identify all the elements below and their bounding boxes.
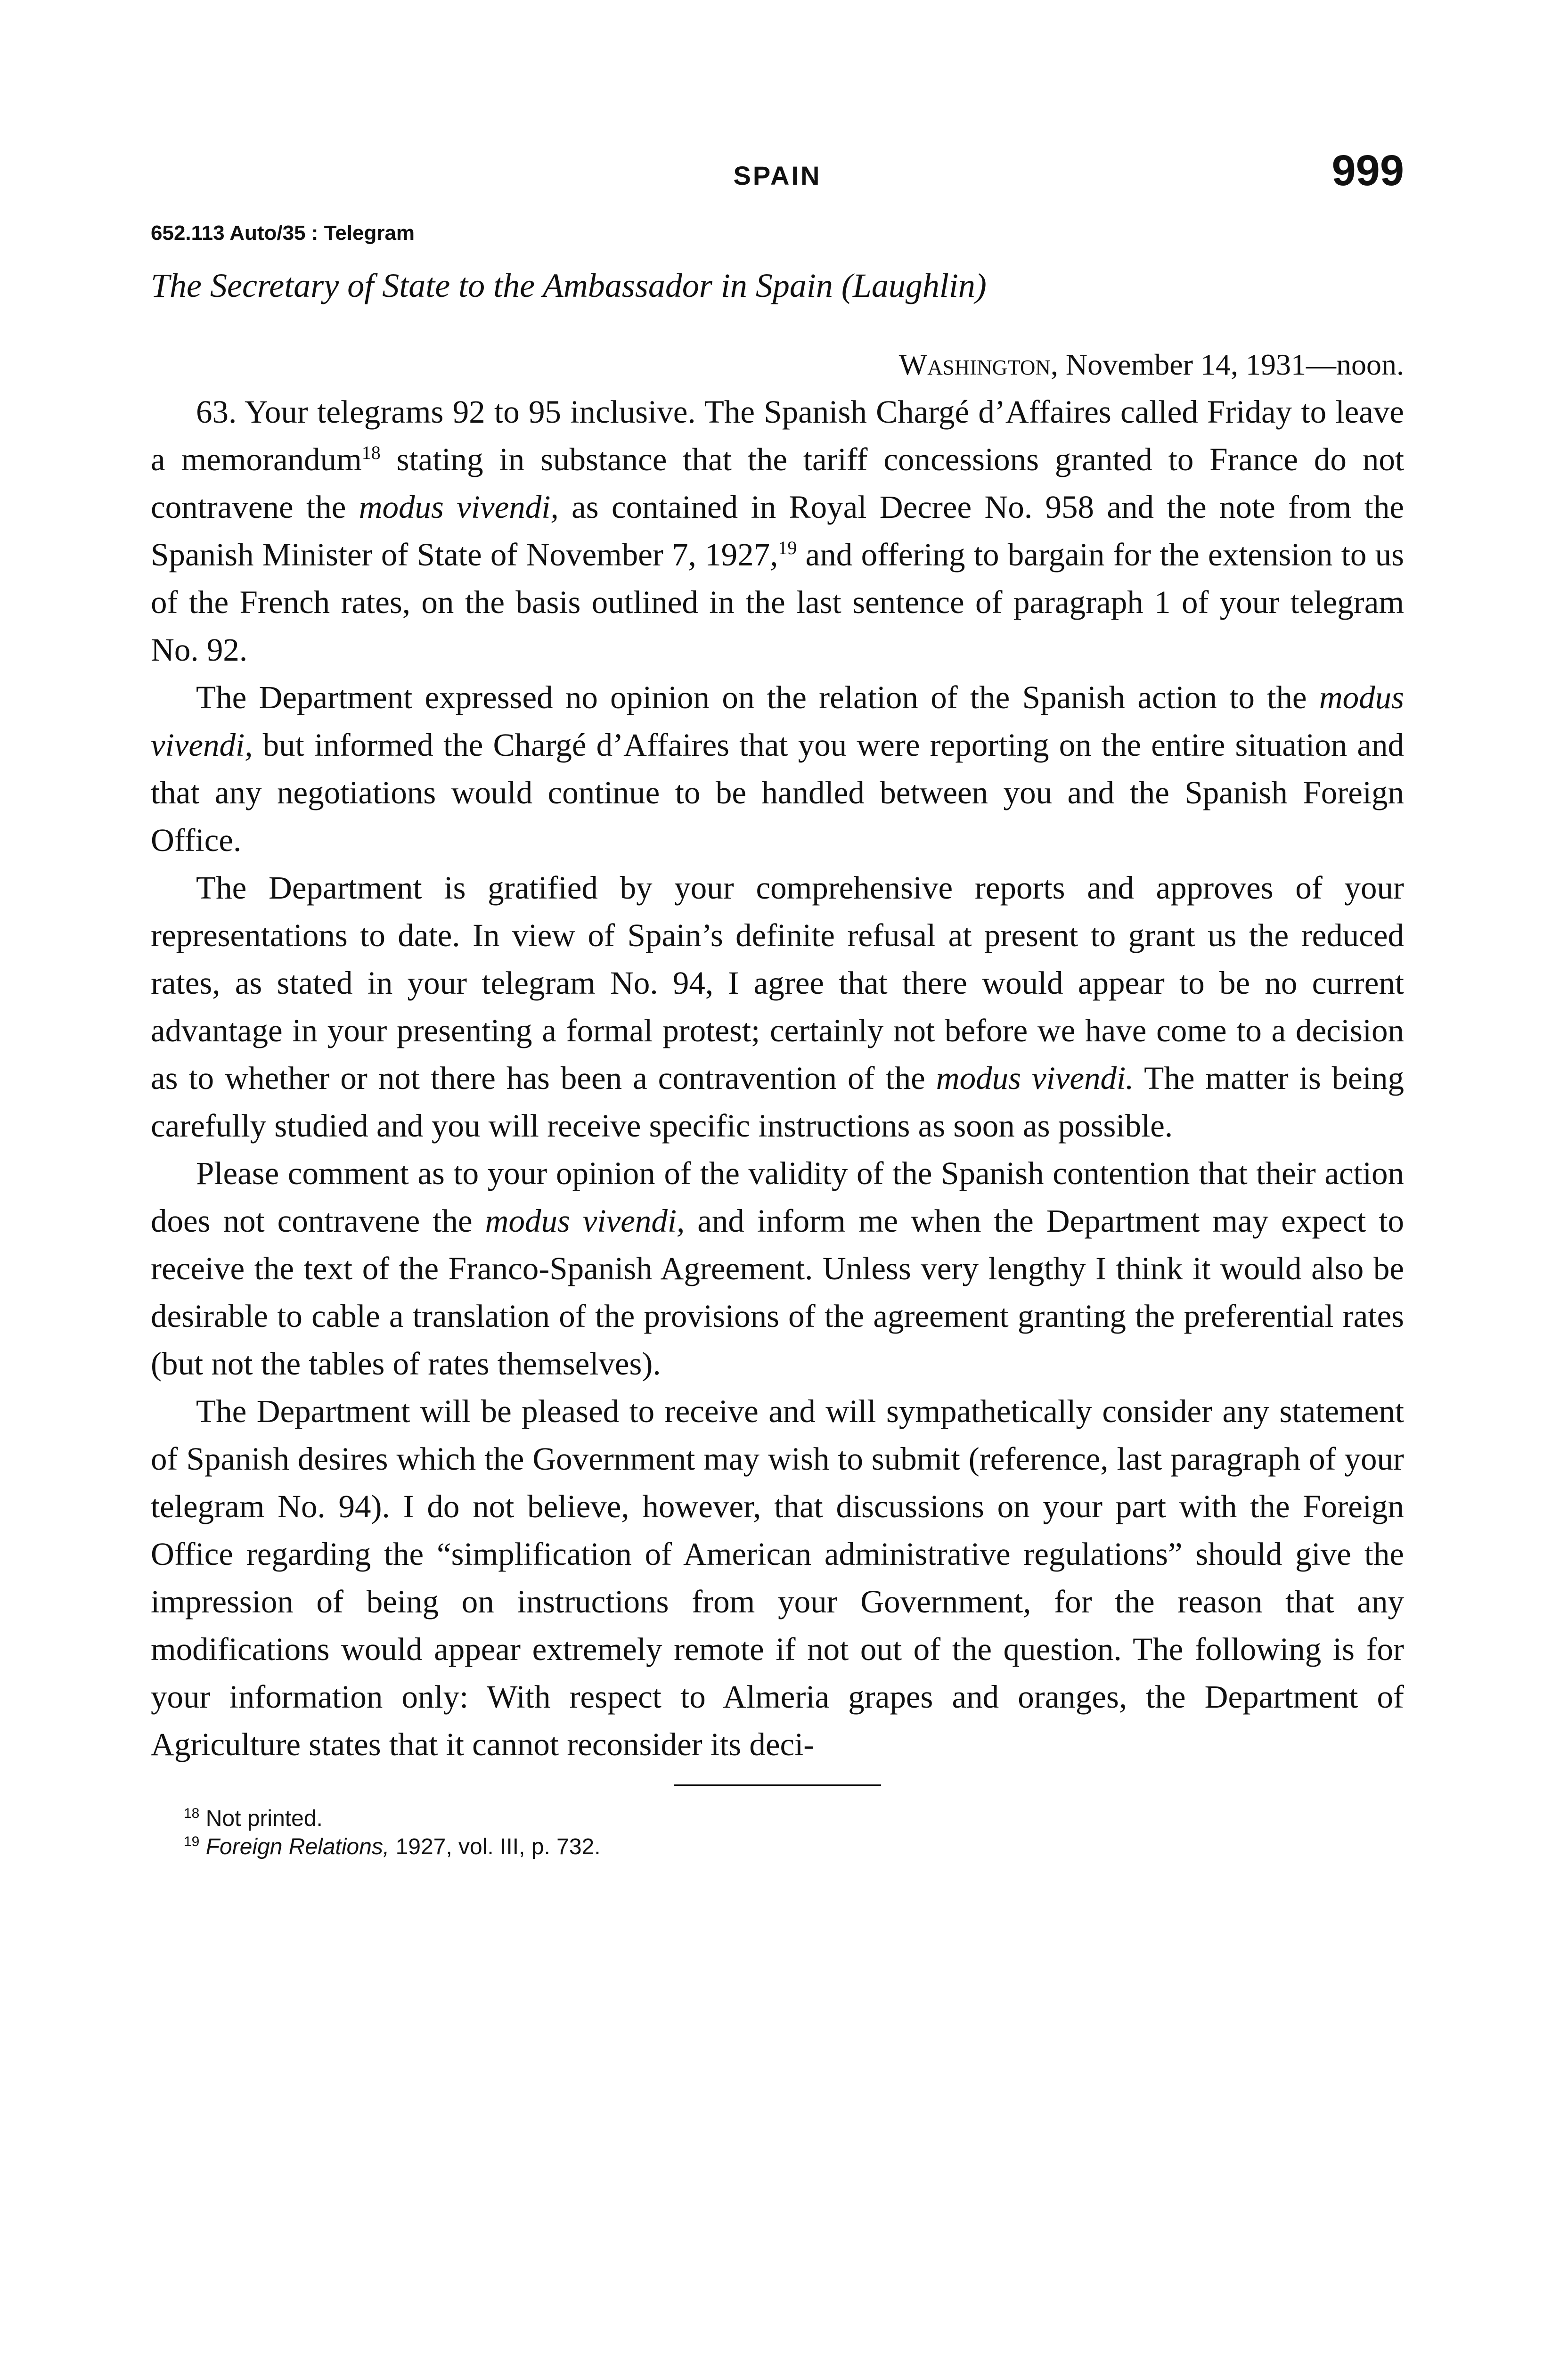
footnote-19: [184, 1833, 1404, 1861]
document-title: The Secretary of State to the Ambassador in Spain (Laughlin): [151, 267, 987, 304]
footnote-ref-18: 18: [361, 442, 381, 463]
paragraph-2: [151, 674, 1404, 864]
paragraph-5: [151, 1388, 1404, 1768]
footnote-mark-18: 18: [184, 1805, 200, 1821]
p2-italic-a: modus vivendi,: [151, 679, 1404, 763]
footnote-italic-19: Foreign Relations,: [205, 1834, 390, 1859]
p2-text-b: but informed the Chargé d’Affaires that you were reporting on the entire situation and that any negotiations would continue to be handled between you and the Spanish Foreign Office.: [151, 727, 1404, 858]
p1-italic-b: modus vivendi,: [359, 489, 559, 525]
p3-italic-a: modus vivendi.: [936, 1060, 1134, 1096]
p1-text-c: as contained in Royal Decree No. 958 and the note from the Spanish Minister of State of November 7, 1927,: [151, 489, 1404, 573]
footnote-ref-19: 19: [778, 537, 797, 558]
p4-italic-a: modus vivendi,: [485, 1203, 685, 1239]
p1-text-a: 63. Your telegrams 92 to 95 inclusive. The Spanish Chargé d’Affaires called Friday to leave a memorandum: [151, 393, 1404, 477]
running-title: SPAIN: [733, 161, 822, 190]
p3-text-b: The matter is being carefully studied and you will receive specific instructions as soon as possible.: [151, 1060, 1404, 1144]
p3-text-a: The Department is gratified by your comprehensive reports and approves of your representations to date. In view of Spain’s definite refusal at present to grant us the reduced rates, as stated in your telegram No. 94, I agree that there would appear to be no current advantage in your presenting a formal protest; certainly not before we have come to a decision as to whether or not there has been a contravention of the: [151, 869, 1404, 1096]
footnote-rule: [674, 1784, 881, 1786]
dateline-date: November 14, 1931—noon.: [1065, 347, 1404, 381]
running-header: [151, 141, 1404, 193]
document-page: [151, 141, 1404, 1861]
p5-text: The Department will be pleased to receive and will sympathetically consider any statement of Spanish desires which the Government may wish to submit (reference, last paragraph of your telegram No. 94). I do not believe, however, that discussions on your part with the Foreign Office regarding the “simplification of American administrative regulations” should give the impression of being on instructions from your Government, for the reason that any modifications would appear extremely remote if not out of the question. The following is for your information only: With respect to Almeria grapes and oranges, the Department of Agriculture states that it cannot reconsider its deci-: [151, 1393, 1404, 1762]
footnote-18: [184, 1805, 1404, 1833]
footnote-text-19: 1927, vol. III, p. 732.: [389, 1834, 601, 1859]
paragraph-4: [151, 1150, 1404, 1388]
file-reference: 652.113 Auto/35 : Telegram: [151, 221, 415, 245]
paragraph-1: [151, 388, 1404, 674]
page-number: 999: [1331, 147, 1404, 195]
footnote-mark-19: 19: [184, 1833, 200, 1849]
p4-text-b: and inform me when the Department may expect to receive the text of the Franco-Spanish Agreement. Unless very lengthy I think it would also be desirable to cable a translation of the provisions of the agreement granting the preferential rates (but not the tables of rates themselves).: [151, 1203, 1404, 1382]
dateline: [151, 341, 1404, 388]
p4-text-a: Please comment as to your opinion of the validity of the Spanish contention that their action does not contravene the: [151, 1155, 1404, 1239]
paragraph-3: [151, 864, 1404, 1150]
footnotes: [151, 1805, 1404, 1861]
p2-text-a: The Department expressed no opinion on the relation of the Spanish action to the: [196, 679, 1319, 715]
footnote-text-18: Not printed.: [205, 1806, 323, 1831]
p1-text-d: and offering to bargain for the extension to us of the French rates, on the basis outlined in the last sentence of paragraph 1 of your telegram No. 92.: [151, 536, 1404, 668]
p1-text-b: stating in substance that the tariff concessions granted to France do not contravene the: [151, 441, 1404, 525]
dateline-place: Washington,: [898, 347, 1058, 381]
